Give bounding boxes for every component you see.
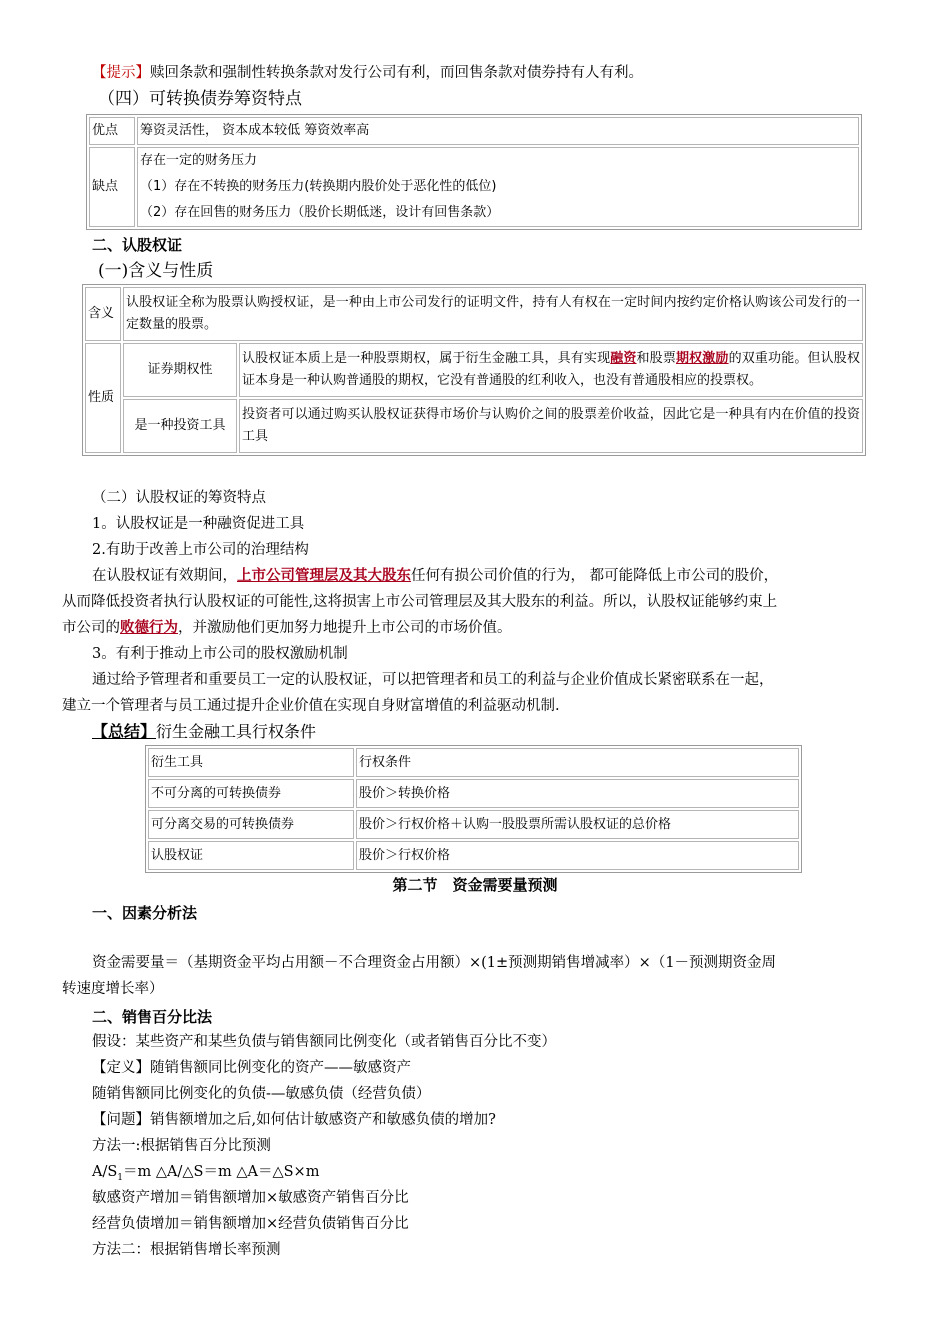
meaning-label: 含义 [85, 287, 121, 341]
option-nature-text [239, 343, 863, 397]
exercise-conditions-table [145, 745, 802, 873]
option-nature-label: 证券期权性 [123, 343, 237, 397]
disadvantage-line: 存在一定的财务压力 [140, 153, 258, 168]
highlight-option-incentive: 期权激励 [675, 351, 729, 366]
highlight-financing: 融资 [610, 351, 637, 366]
disadvantage-value [137, 147, 859, 227]
factor-analysis-heading: 一、因素分析法 [92, 904, 198, 922]
advantage-label: 优点 [89, 117, 135, 145]
warrant-heading: 二、认股权证 [92, 236, 183, 254]
incentive-para-line-1: 通过给予管理者和重要员工一定的认股权证，可以把管理者和员工的利益与企业价值成长紧密联系在一起， [92, 672, 774, 688]
table-cell: 不可分离的可转换债券 [148, 779, 354, 808]
convertible-features-table [86, 114, 862, 230]
formula-line-2: 转速度增长率） [62, 981, 164, 997]
equation-part: ＝m △A/△S＝m △A＝△S×m [123, 1164, 320, 1180]
question-text: 【问题】销售额增加之后,如何估计敏感资产和敏感负债的增加? [92, 1112, 496, 1128]
highlight-management: 上市公司管理层及其大股东 [237, 567, 411, 584]
incentive-para-line-2: 建立一个管理者与员工通过提升企业价值在实现自身财富增值的利益驱动机制. [62, 698, 560, 714]
tip-tag: 【提示】 [92, 65, 150, 81]
disadvantage-line: （1）存在不转换的财务压力(转换期内股价处于恶化性的低位) [140, 179, 497, 194]
sales-percentage-heading: 二、销售百分比法 [92, 1008, 213, 1026]
warrant-nature-table [82, 284, 866, 456]
liability-increase-text: 经营负债增加＝销售额增加×经营负债销售百分比 [92, 1216, 409, 1232]
method-two-text: 方法二：根据销售增长率预测 [92, 1242, 281, 1258]
investment-tool-label: 是一种投资工具 [123, 399, 237, 453]
asset-increase-text: 敏感资产增加＝销售额增加×敏感资产销售百分比 [92, 1190, 409, 1206]
para-text: 市公司的 [62, 620, 120, 636]
assumption-text: 假设：某些资产和某些负债与销售额同比例变化（或者销售百分比不变） [92, 1034, 556, 1050]
summary-title: 衍生金融工具行权条件 [156, 722, 317, 741]
feature-item-3: 3。有利于推动上市公司的股权激励机制 [92, 646, 348, 662]
equation-subscript: 1 [117, 1172, 124, 1183]
definition-text-2: 随销售额同比例变化的负债-—敏感负债（经营负债） [92, 1086, 431, 1102]
section-four-title: （四）可转换债券筹资特点 [98, 89, 302, 109]
governance-para-line-3 [62, 615, 512, 641]
table-cell: 股价＞转换价格 [356, 779, 799, 808]
equation-part: A/S [92, 1164, 118, 1180]
para-text: 在认股权证有效期间， [92, 568, 237, 584]
section-two-title: 第二节 资金需要量预测 [392, 876, 558, 894]
formula-line-1: 资金需要量＝（基期资金平均占用额－不合理资金占用额）×(1±预测期销售增减率）×（1－预测期资金周 [92, 955, 777, 971]
meaning-nature-title: (一)含义与性质 [98, 261, 214, 281]
investment-tool-text: 投资者可以通过购买认股权证获得市场价与认购价之间的股票差价收益，因此它是一种具有内在价值的投资工具 [239, 399, 863, 453]
table-cell: 认股权证 [148, 841, 354, 870]
nature-label: 性质 [85, 343, 121, 453]
meaning-text: 认股权证全称为股票认购授权证，是一种由上市公司发行的证明文件，持有人有权在一定时间内按约定价格认购该公司发行的一定数量的股票。 [123, 287, 863, 341]
definition-text: 【定义】随销售额同比例变化的资产——敏感资产 [92, 1060, 411, 1076]
governance-para-line-1 [92, 563, 778, 589]
para-text: ，并激励他们更加努力地提升上市公司的市场价值。 [178, 620, 512, 636]
table-cell: 可分离交易的可转换债券 [148, 810, 354, 839]
method-one-text: 方法一:根据销售百分比预测 [92, 1138, 271, 1154]
feature-item-1: 1。认股权证是一种融资促进工具 [92, 516, 305, 532]
disadvantage-label: 缺点 [89, 147, 135, 227]
financing-features-title: （二）认股权证的筹资特点 [92, 490, 266, 506]
governance-para-line-2: 从而降低投资者执行认股权证的可能性,这将损害上市公司管理层及其大股东的利益。所以，认股权证能够约束上 [62, 594, 778, 610]
advantage-value: 筹资灵活性， 资本成本较低 筹资效率高 [137, 117, 859, 145]
summary-tag: 【总结】 [92, 722, 157, 741]
feature-item-2: 2.有助于改善上市公司的治理结构 [92, 542, 309, 558]
tip-line [92, 60, 643, 86]
table-header: 行权条件 [356, 748, 799, 777]
table-cell: 股价＞行权价格＋认购一股股票所需认股权证的总价格 [356, 810, 799, 839]
tip-text: 赎回条款和强制性转换条款对发行公司有利，而回售条款对债券持有人有利。 [150, 65, 643, 81]
option-text-part: 的双重功能。但认股权证本身是一种认购普通股的期权，它没有普通股的红利收入，也没有普通股相应的投票权。 [242, 351, 860, 388]
highlight-moral-hazard: 败德行为 [120, 619, 178, 636]
table-header: 衍生工具 [148, 748, 354, 777]
option-text-part: 和股票 [636, 351, 676, 366]
option-text-part: 认股权证本质上是一种股票期权，属于衍生金融工具，具有实现 [242, 351, 611, 366]
summary-line [92, 719, 316, 745]
para-text: 任何有损公司价值的行为， 都可能降低上市公司的股价， [411, 568, 779, 584]
table-cell: 股价＞行权价格 [356, 841, 799, 870]
disadvantage-line: （2）存在回售的财务压力（股价长期低迷，设计有回售条款） [140, 205, 500, 220]
